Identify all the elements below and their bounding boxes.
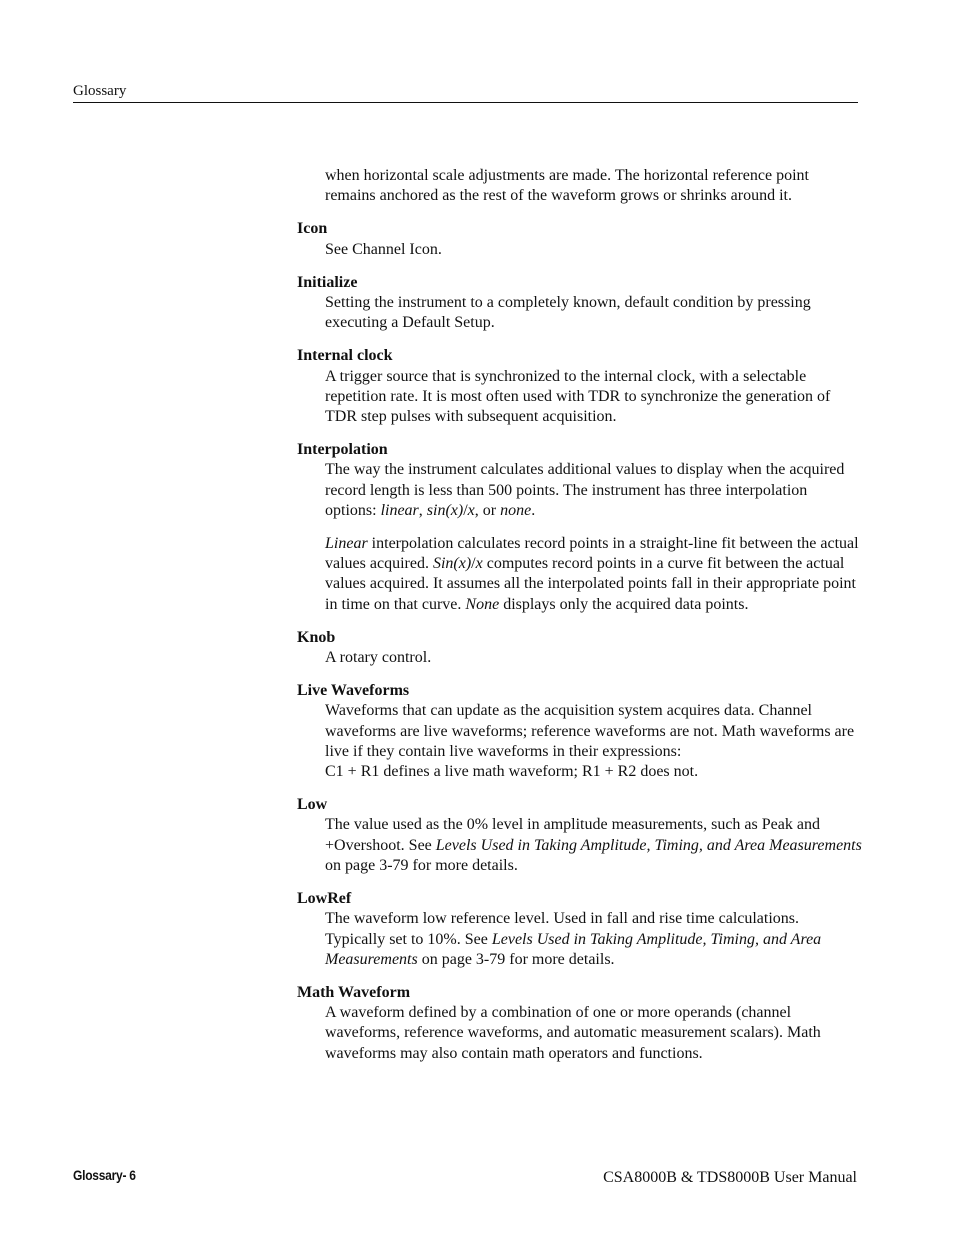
term: Knob [297,628,336,646]
glossary-entry-live-waveforms [297,681,862,782]
term: Math Waveform [297,983,411,1001]
definition: A waveform defined by a combination of one or more operands (channel waveforms, reference waveforms, and automatic measurement scalars). Math waveforms may also contain math operators and functions. [325,1004,821,1062]
glossary-entry-icon [297,219,862,259]
page-number: Glossary- 6 [73,1167,136,1183]
header-rule [73,102,858,103]
running-header: Glossary [73,83,127,99]
continued-definition: when horizontal scale adjustments are made. The horizontal reference point remains anchored as the rest of the waveform grows or shrinks around it. [325,167,809,205]
glossary-entry-initialize [297,273,862,334]
term: Interpolation [297,441,388,459]
glossary-entry-lowref [297,889,862,970]
definition: The way the instrument calculates additional values to display when the acquired record length is less than 500 points. The instrument has three interpolation options: linear, sin(x)/x, or none. [325,461,845,519]
definition: A rotary control. [325,649,432,667]
cross-reference-link[interactable]: Levels Used in Taking Amplitude, Timing, and Area Measurements [325,930,822,968]
term: Low [297,796,328,814]
definition: A trigger source that is synchronized to the internal clock, with a selectable repetition rate. It is most often used with TDR to synchronize the generation of TDR step pulses with subsequent acquisition. [325,367,831,426]
definition: Waveforms that can update as the acquisition system acquires data. Channel waveforms are live waveforms; reference waveforms are not. Math waveforms are live if they contain live waveforms in their expressions: C1 + R1 defines a live math waveform; R1 + R2 does not. [325,702,855,781]
glossary-entry-knob [297,628,862,668]
definition: The waveform low reference level. Used in fall and rise time calculations. Typically set to 10%. See Levels Used in Taking Amplitude, Timing, and Area Measurements on page 3-79 for more details. [325,910,822,968]
definition-continued: Linear interpolation calculates record points in a straight-line fit between the actual values acquired. Sin(x)/x computes record points in a curve fit between the actual values acquired. It assumes all the interpolated points fall in their appropriate point in time on that curve. None displays only the acquired data points. [325,535,859,613]
glossary-entry-low [297,795,862,876]
term: Initialize [297,273,358,291]
term: LowRef [297,890,352,908]
glossary-entry-math-waveform [297,983,862,1064]
definition: Setting the instrument to a completely known, default condition by pressing executing a Default Setup. [325,294,811,332]
definition: The value used as the 0% level in amplitude measurements, such as Peak and +Overshoot. See Levels Used in Taking Amplitude, Timing, and Area Measurements on page 3-79 for more details. [325,816,862,874]
glossary-content [297,166,862,1077]
term: Live Waveforms [297,682,410,700]
glossary-entry-internal-clock [297,346,862,427]
definition: See Channel Icon. [325,240,442,258]
glossary-entry-interpolation [297,440,862,615]
term: Icon [297,220,328,238]
cross-reference-link[interactable]: Levels Used in Taking Amplitude, Timing, and Area Measurements [435,836,862,854]
manual-title: CSA8000B & TDS8000B User Manual [603,1169,857,1186]
term: Internal clock [297,347,393,365]
